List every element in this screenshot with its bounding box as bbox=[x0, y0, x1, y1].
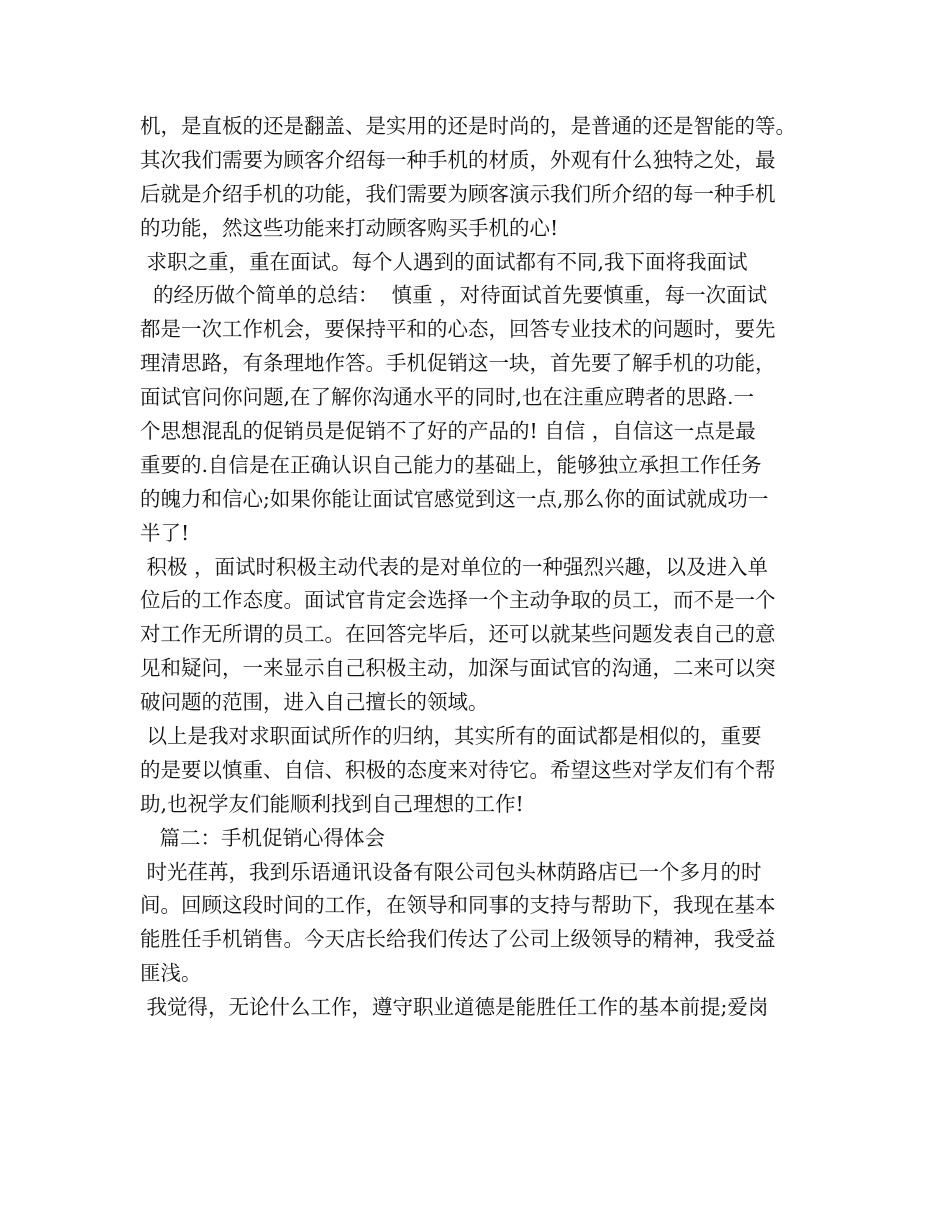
text-line: 重要的.自信是在正确认识自己能力的基础上，能够独立承担工作任务 bbox=[140, 452, 762, 477]
text-line: 都是一次工作机会，要保持平和的心态，回答专业技术的问题时，要先 bbox=[140, 317, 776, 342]
section-heading: 篇二：手机促销心得体会 bbox=[140, 825, 386, 850]
text-line: 积极 ，面试时积极主动代表的是对单位的一种强烈兴趣，以及进入单 bbox=[140, 554, 769, 579]
text-line: 对工作无所谓的员工。在回答完毕后，还可以就某些问题发表自己的意 bbox=[140, 622, 776, 647]
text-line: 见和疑问，一来显示自己积极主动，加深与面试官的沟通，二来可以突 bbox=[140, 656, 776, 681]
text-line: 能胜任手机销售。今天店长给我们传达了公司上级领导的精神，我受益 bbox=[140, 927, 776, 952]
text-line: 理清思路，有条理地作答。手机促销这一块，首先要了解手机的功能， bbox=[140, 351, 776, 376]
text-line: 半了! bbox=[140, 520, 190, 545]
text-line: 后就是介绍手机的功能，我们需要为顾客演示我们所介绍的每一种手机 bbox=[140, 181, 776, 206]
text-line: 时光荏苒，我到乐语通讯设备有限公司包头林荫路店已一个多月的时 bbox=[140, 859, 762, 884]
text-line: 以上是我对求职面试所作的归纳，其实所有的面试都是相似的，重要 bbox=[140, 724, 762, 749]
text-line: 机，是直板的还是翻盖、是实用的还是时尚的，是普通的还是智能的等。 bbox=[140, 114, 796, 138]
text-line: 个思想混乱的促销员是促销不了好的产品的! 自信 ，自信这一点是最 bbox=[140, 419, 756, 444]
text-line: 求职之重，重在面试。每个人遇到的面试都有不同,我下面将我面试 bbox=[140, 249, 748, 274]
text-line: 的功能，然这些功能来打动顾客购买手机的心! bbox=[140, 215, 559, 240]
text-line: 的经历做个简单的总结： 慎重 ，对待面试首先要慎重，每一次面试 bbox=[140, 283, 768, 308]
document-body bbox=[140, 110, 830, 1025]
text-line: 位后的工作态度。面试官肯定会选择一个主动争取的员工，而不是一个 bbox=[140, 588, 776, 613]
text-line: 的魄力和信心;如果你能让面试官感觉到这一点,那么你的面试就成功一 bbox=[140, 486, 769, 511]
text-line: 其次我们需要为顾客介绍每一种手机的材质，外观有什么独特之处，最 bbox=[140, 147, 776, 172]
text-line: 匪浅。 bbox=[140, 961, 202, 986]
text-line: 破问题的范围，进入自己擅长的领域。 bbox=[140, 690, 489, 715]
text-line: 我觉得，无论什么工作，遵守职业道德是能胜任工作的基本前提;爱岗 bbox=[140, 995, 769, 1020]
text-line: 间。回顾这段时间的工作，在领导和同事的支持与帮助下，我现在基本 bbox=[140, 893, 776, 918]
text-line: 的是要以慎重、自信、积极的态度来对待它。希望这些对学友们有个帮 bbox=[140, 757, 776, 782]
text-line: 助,也祝学友们能顺利找到自己理想的工作! bbox=[140, 791, 524, 816]
text-line: 面试官问你问题,在了解你沟通水平的同时,也在注重应聘者的思路.一 bbox=[140, 385, 755, 410]
